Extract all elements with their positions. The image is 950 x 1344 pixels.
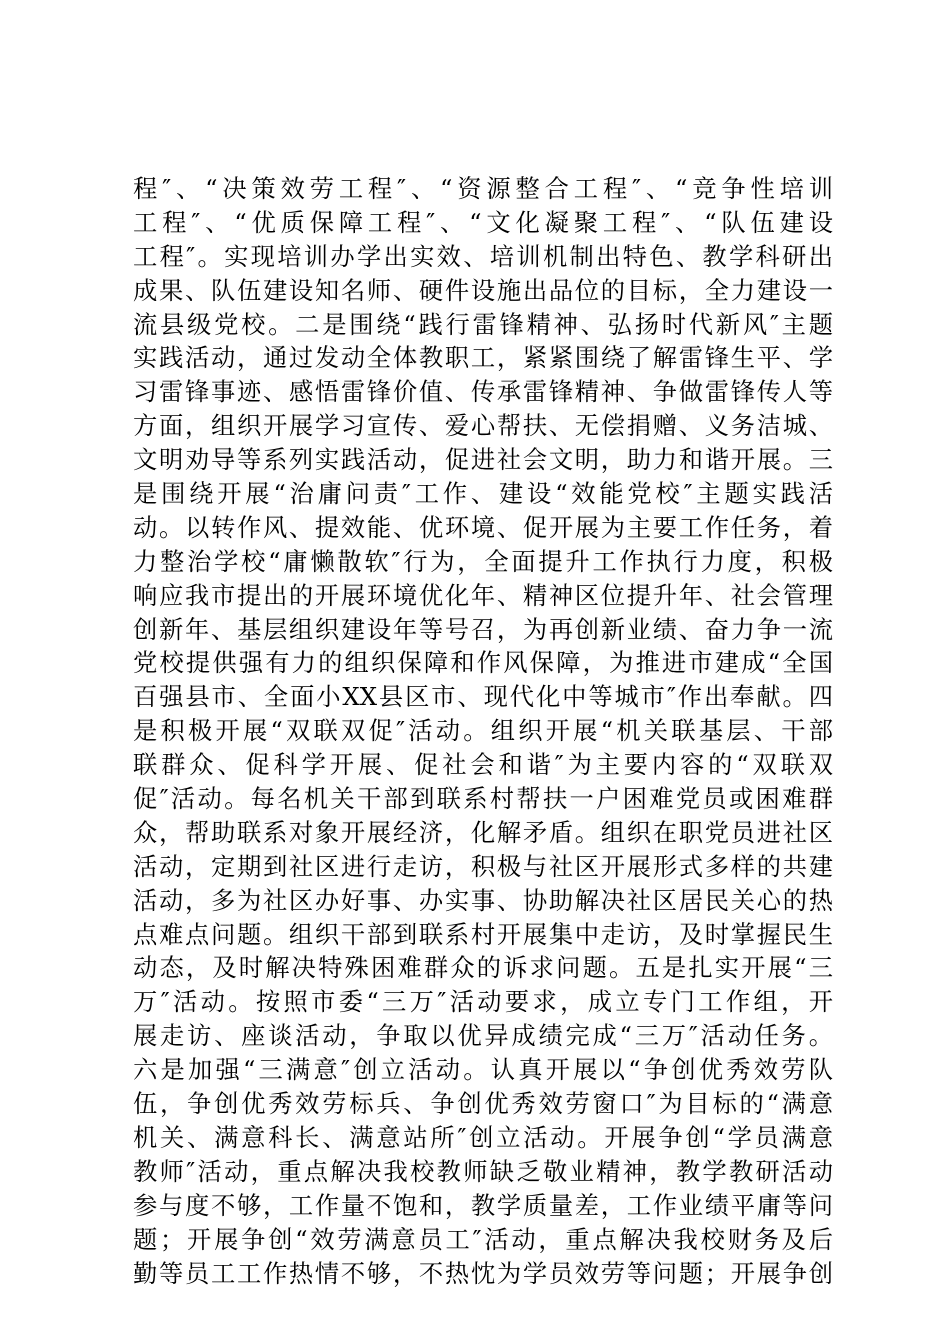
text-line: 党校提供强有力的组织保障和作风保障，为推进市建成“全国 (133, 648, 833, 678)
text-line: 程″、“决策效劳工程″、“资源整合工程″、“竞争性培训 (133, 174, 833, 203)
text-line: 点难点问题。组织干部到联系村开展集中走访，及时掌握民生 (133, 919, 833, 949)
text-line: 伍，争创优秀效劳标兵、争创优秀效劳窗口″为目标的“满意 (133, 1089, 833, 1119)
body-text (133, 172, 833, 1290)
text-line: 是积极开展“双联双促″活动。组织开展“机关联基层、干部 (133, 716, 833, 746)
text-line: 众，帮助联系对象开展经济，化解矛盾。组织在职党员进社区 (133, 817, 833, 847)
text-line: 动态，及时解决特殊困难群众的诉求问题。五是扎实开展“三 (133, 953, 833, 983)
text-line: 促″活动。每名机关干部到联系村帮扶一户困难党员或困难群 (133, 784, 833, 814)
text-line: 题；开展争创“效劳满意员工″活动，重点解决我校财务及后 (133, 1224, 833, 1254)
text-line: 展走访、座谈活动，争取以优异成绩完成“三万″活动任务。 (133, 1021, 833, 1051)
text-line: 活动，定期到社区进行走访，积极与社区开展形式多样的共建 (133, 851, 833, 881)
text-line: 工程″。实现培训办学出实效、培训机制出特色、教学科研出 (133, 241, 833, 271)
text-line: 六是加强“三满意″创立活动。认真开展以“争创优秀效劳队 (133, 1055, 833, 1085)
text-line: 机关、满意科长、满意站所″创立活动。开展争创“学员满意 (133, 1122, 833, 1152)
text-line: 动。以转作风、提效能、优环境、促开展为主要工作任务，着 (133, 512, 833, 542)
text-line: 是围绕开展“治庸问责″工作、建设“效能党校″主题实践活 (133, 479, 833, 509)
text-line: 参与度不够，工作量不饱和，教学质量差，工作业绩平庸等问 (133, 1190, 833, 1220)
text-line: 百强县市、全面小XX县区市、现代化中等城市″作出奉献。四 (133, 682, 833, 712)
text-line: 勤等员工工作热情不够，不热忱为学员效劳等问题；开展争创 (133, 1258, 833, 1288)
text-line: 实践活动，通过发动全体教职工，紧紧围绕了解雷锋生平、学 (133, 343, 833, 373)
text-line: 力整治学校“庸懒散软″行为，全面提升工作执行力度，积极 (133, 546, 833, 576)
text-line: 教师″活动，重点解决我校教师缺乏敬业精神，教学教研活动 (133, 1156, 833, 1186)
text-line: 创新年、基层组织建设年等号召，为再创新业绩、奋力争一流 (133, 614, 833, 644)
text-line: 工程″、“优质保障工程″、“文化凝聚工程″、“队伍建设 (133, 207, 833, 237)
text-line: 响应我市提出的开展环境优化年、精神区位提升年、社会管理 (133, 580, 833, 610)
text-line: 联群众、促科学开展、促社会和谐″为主要内容的“双联双 (133, 750, 833, 780)
text-line: 文明劝导等系列实践活动，促进社会文明，助力和谐开展。三 (133, 445, 833, 475)
text-line: 习雷锋事迹、感悟雷锋价值、传承雷锋精神、争做雷锋传人等 (133, 377, 833, 407)
text-line: 方面，组织开展学习宣传、爱心帮扶、无偿捐赠、义务洁城、 (133, 411, 833, 441)
text-line: 成果、队伍建设知名师、硬件设施出品位的目标，全力建设一 (133, 275, 833, 305)
text-line: 活动，多为社区办好事、办实事、协助解决社区居民关心的热 (133, 885, 833, 915)
text-line: 万″活动。按照市委“三万″活动要求，成立专门工作组，开 (133, 987, 833, 1017)
text-line: 流县级党校。二是围绕“践行雷锋精神、弘扬时代新风″主题 (133, 309, 833, 339)
